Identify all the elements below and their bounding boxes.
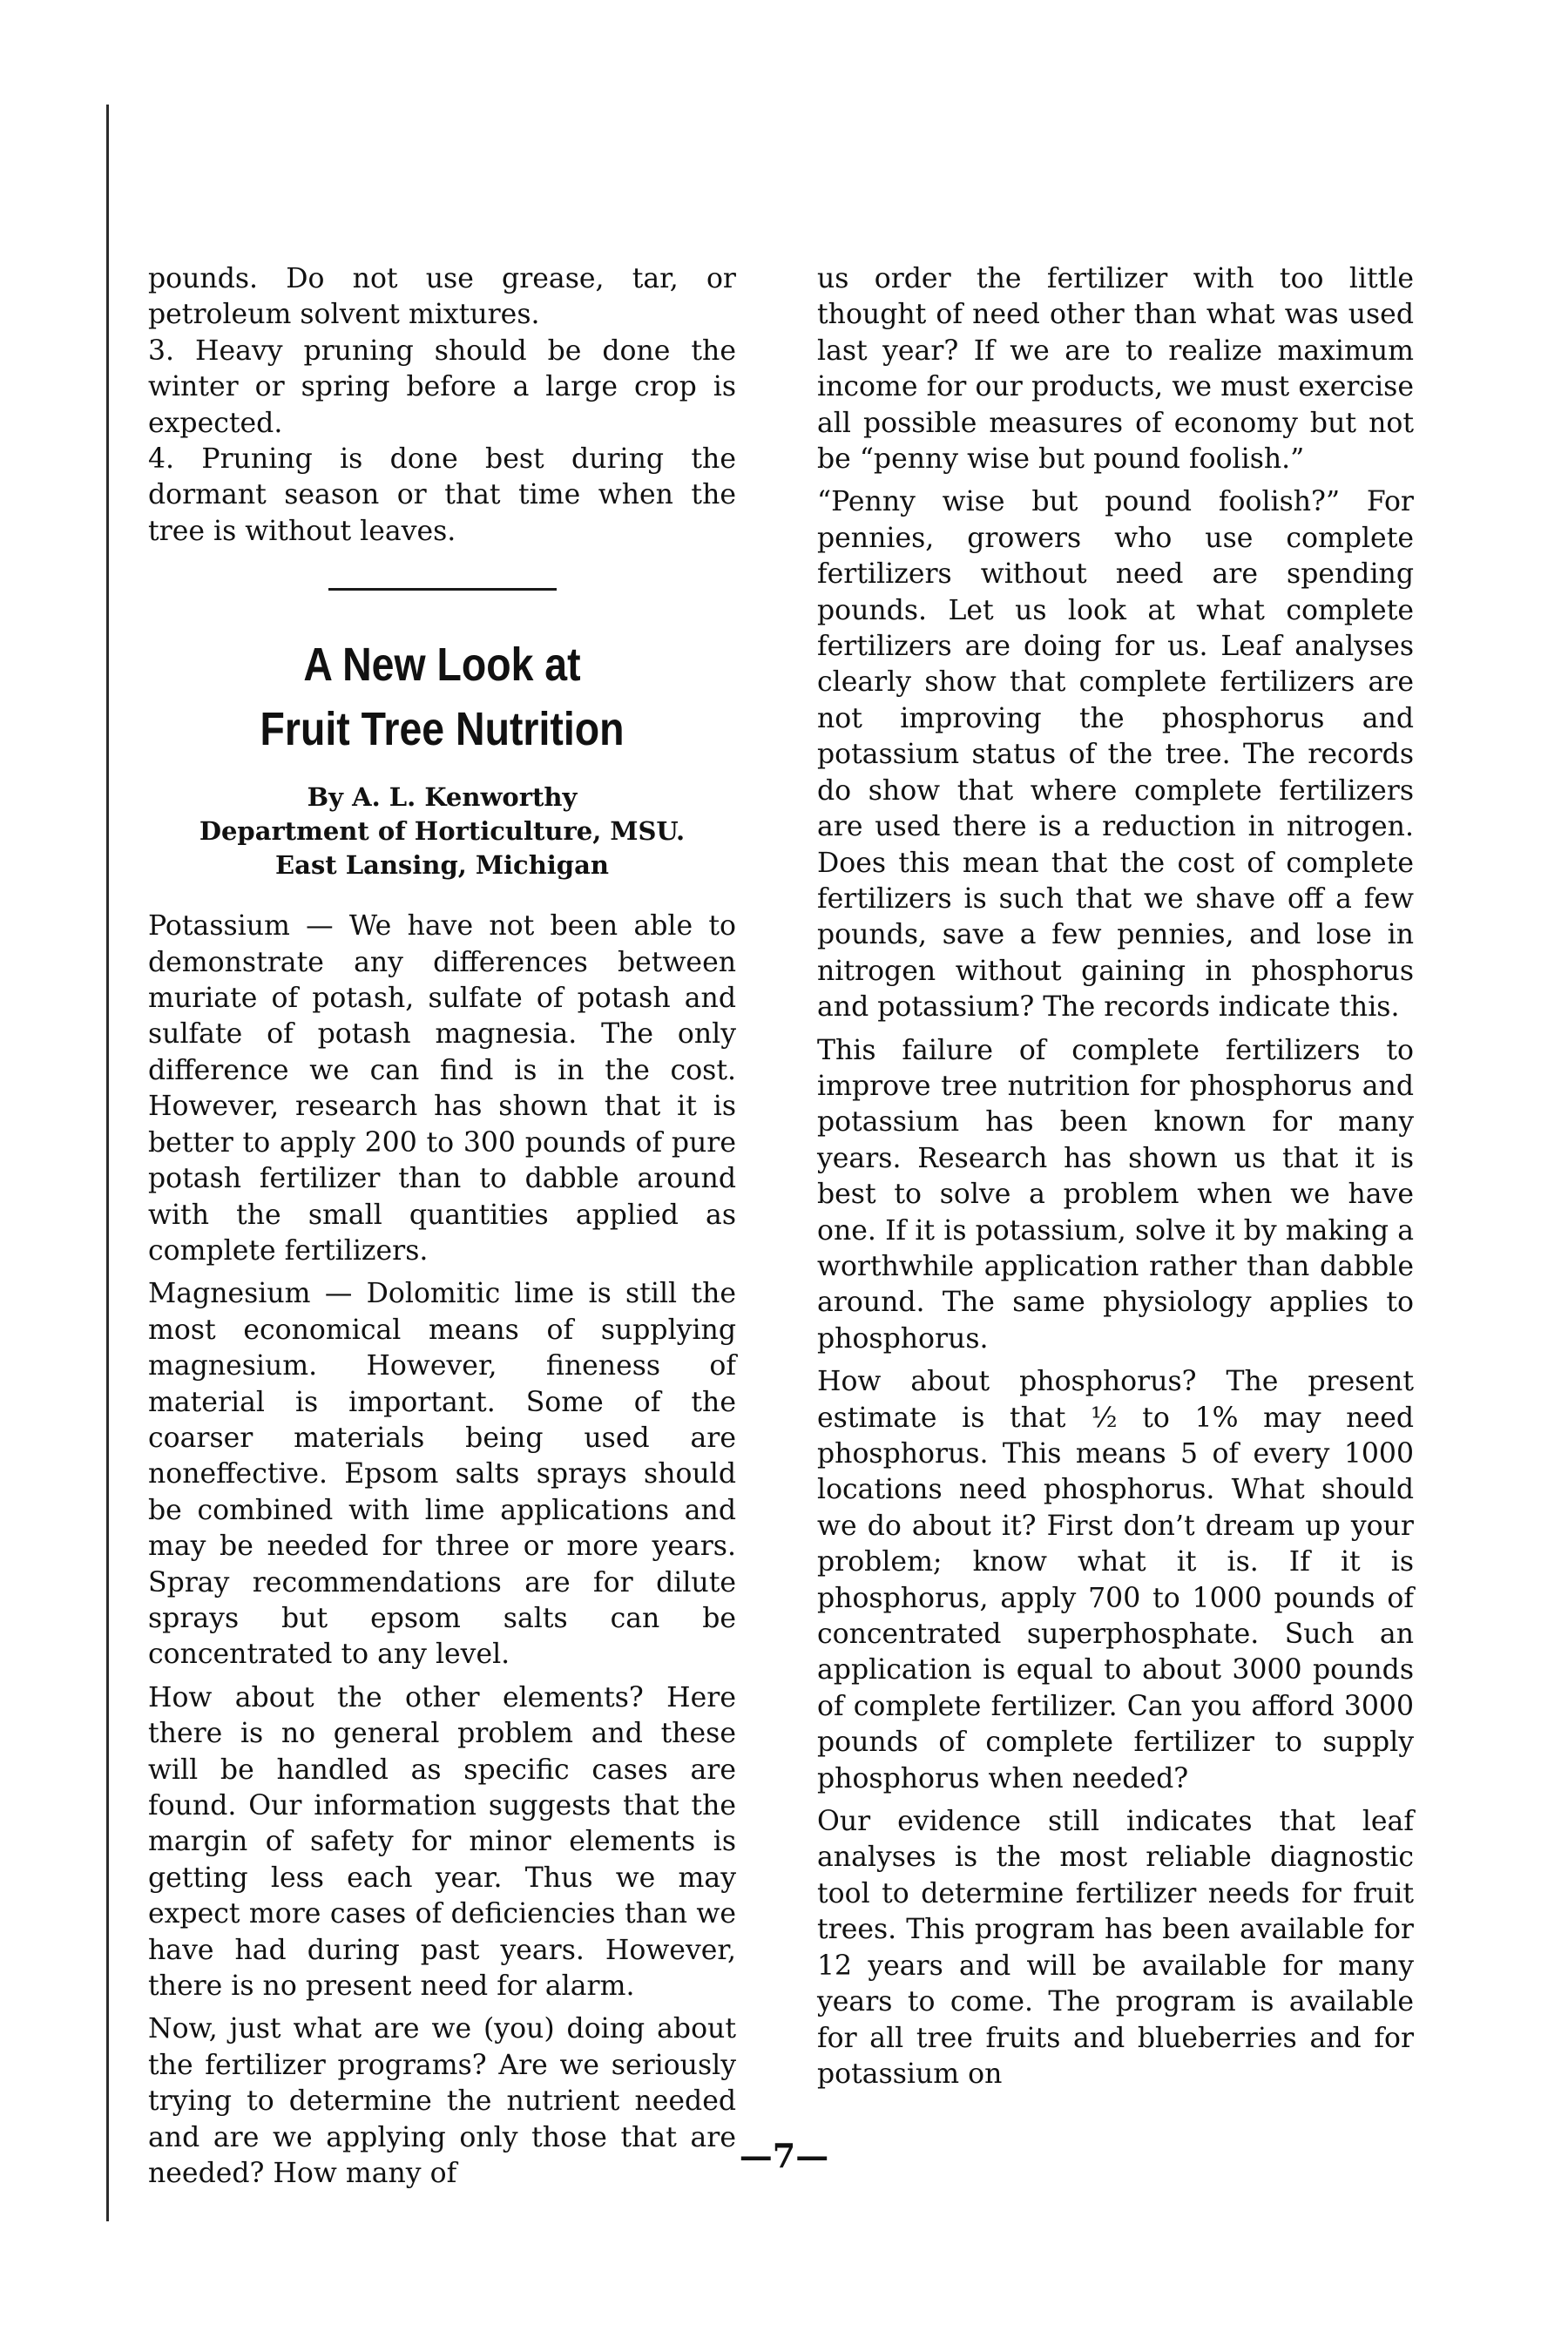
page-number: —7— <box>739 2136 829 2175</box>
page-binding-line <box>106 105 109 2221</box>
location: East Lansing, Michigan <box>275 850 609 881</box>
article-title-line: A New Look at <box>303 639 581 692</box>
body-paragraph: us order the fertilizer with too little thought of need other than what was used last year? If we are to realize maximum income for our products, we must exercise all possible measures of economy but not be “penny wise but pound foolish.” <box>817 263 1414 476</box>
left-column <box>148 261 736 2192</box>
body-paragraph: How about phosphorus? The present estimate is that ½ to 1% may need phosphorus. This means 5 of every 1000 locations need phosphorus. What should we do about it? First don’t dream up your problem; know what it is. If it is phosphorus, apply 700 to 1000 pounds of concentrated superphosphate. Such an application is equal to about 3000 pounds of complete fertilizer. Can you afford 3000 pounds of complete fertilizer to supply phosphorus when needed? <box>817 1366 1414 1794</box>
body-paragraph: Now, just what are we (you) doing about the fertilizer programs? Are we seriously trying to determine the nutrient needed and are we applying only those that are needed? How many of <box>148 2013 736 2190</box>
department: Department of Horticulture, MSU. <box>199 816 686 847</box>
section-divider <box>328 588 557 591</box>
author: By A. L. Kenworthy <box>307 782 578 813</box>
body-paragraph: This failure of complete fertilizers to improve tree nutrition for phosphorus and potassium has been known for many years. Research has shown us that it is best to solve a problem when we have one. If it is potassium, solve it by making a worthwhile application rather than dabble around. The same physiology applies to phosphorus. <box>817 1034 1414 1355</box>
continued-paragraph: pounds. Do not use grease, tar, or petroleum solvent mixtures. <box>148 263 736 331</box>
article-title-line: Fruit Tree Nutrition <box>260 703 625 756</box>
body-paragraph: Potassium — We have not been able to demonstrate any differences between muriate of potash, sulfate of potash and sulfate of potash magnesia. The only difference we can find is in the cost. However, research has shown that it is better to apply 200 to 300 pounds of pure potash fertilizer than to dabble around with the small quantities applied as complete fertilizers. <box>148 910 736 1267</box>
body-paragraph: Our evidence still indicates that leaf analyses is the most reliable diagnostic tool to determine fertilizer needs for fruit trees. This program has been available for 12 years and will be available for many years to come. The program is available for all tree fruits and blueberries and for potassium on <box>817 1806 1414 2090</box>
byline <box>148 781 736 882</box>
body-paragraph: “Penny wise but pound foolish?” For pennies, growers who use complete fertilizers without need are spending pounds. Let us look at what complete fertilizers are doing for us. Leaf analyses clearly show that complete fertilizers are not improving the phosphorus and potassium status of the tree. The records do show that where complete fertilizers are used there is a reduction in nitrogen. Does this mean that the cost of complete fertilizers is such that we shave off a few pounds, save a few pennies, and lose in nitrogen without gaining in phosphorus and potassium? The records indicate this. <box>817 486 1414 1024</box>
right-column <box>817 261 1414 2092</box>
body-paragraph: Magnesium — Dolomitic lime is still the most economical means of supplying magnesium. However, fineness of material is important. Some of the coarser materials being used are noneffective. Epsom salts sprays should be combined with lime applications and may be needed for three or more years. Spray recommendations are for dilute sprays but epsom salts can be concentrated to any level. <box>148 1278 736 1671</box>
continued-paragraph: 4. Pruning is done best during the dormant season or that time when the tree is without leaves. <box>148 443 736 547</box>
article-title <box>148 632 736 761</box>
body-paragraph: How about the other elements? Here there is no general problem and these will be handled as specific cases are found. Our information suggests that the margin of safety for minor elements is getting less each year. Thus we may expect more cases of deficiencies than we have had during past years. However, there is no present need for alarm. <box>148 1681 736 2003</box>
continued-paragraph: 3. Heavy pruning should be done the winter or spring before a large crop is expected. <box>148 335 736 439</box>
